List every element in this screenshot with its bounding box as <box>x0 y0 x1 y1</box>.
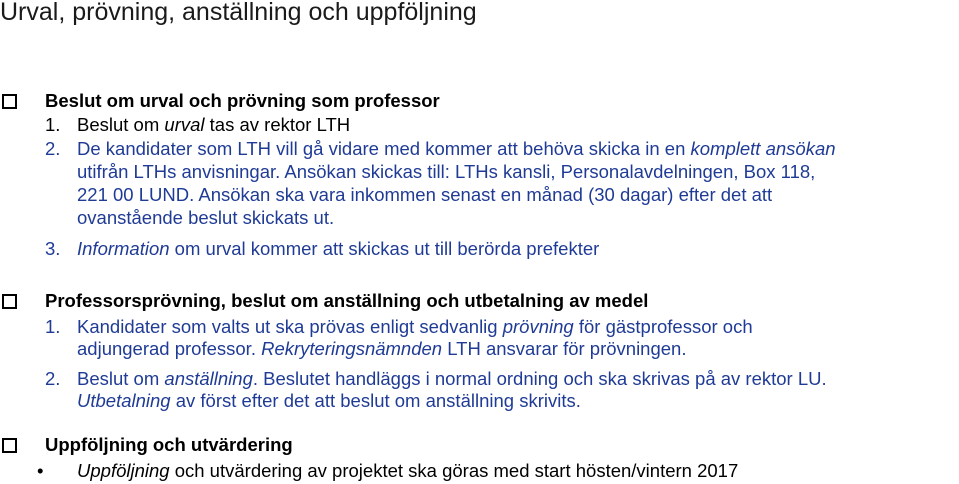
section-urval <box>0 90 959 258</box>
slide-title: Urval, prövning, anställning och uppföljning <box>0 0 477 26</box>
section-heading: Professorsprövning, beslut om anställning och utbetalning av medel <box>45 290 649 311</box>
checkbox-icon <box>2 94 17 109</box>
checkbox-icon <box>2 438 17 453</box>
section-heading: Beslut om urval och prövning som professor <box>45 90 440 111</box>
section-uppfoljning <box>0 434 959 482</box>
list-item: 2. Beslut om anställning. Beslutet handläggs i normal ordning och ska skrivas på av rektor LU. Utbetalning av först efter det att beslut om anställning skrivits. <box>45 368 827 411</box>
section-heading: Uppföljning och utvärdering <box>45 434 293 455</box>
list-item: 3. Information om urval kommer att skickas ut till berörda prefekter <box>45 238 600 259</box>
list-item: 1. Kandidater som valts ut ska prövas enligt sedvanlig prövning för gästprofessor och adjungerad professor. Rekryteringsnämnden LTH ansvarar för prövningen. <box>45 316 753 359</box>
bullet-icon: • <box>37 460 44 481</box>
checkbox-icon <box>2 294 17 309</box>
section-professorsprovning <box>0 290 959 410</box>
list-item: 2. De kandidater som LTH vill gå vidare med kommer att behöva skicka in en komplett ansökan utifrån LTHs anvisningar. Ansökan skickas till: LTHs kansli, Personalavdelningen, Box 118, 221 00 LUND. Ansökan ska vara inkommen senast en månad (30 dagar) efter det att ovanstående beslut skickats ut. <box>45 138 836 228</box>
list-item: • Uppföljning och utvärdering av projektet ska göras med start hösten/vintern 2017 <box>37 460 739 481</box>
list-item: 1. Beslut om urval tas av rektor LTH <box>45 114 351 135</box>
